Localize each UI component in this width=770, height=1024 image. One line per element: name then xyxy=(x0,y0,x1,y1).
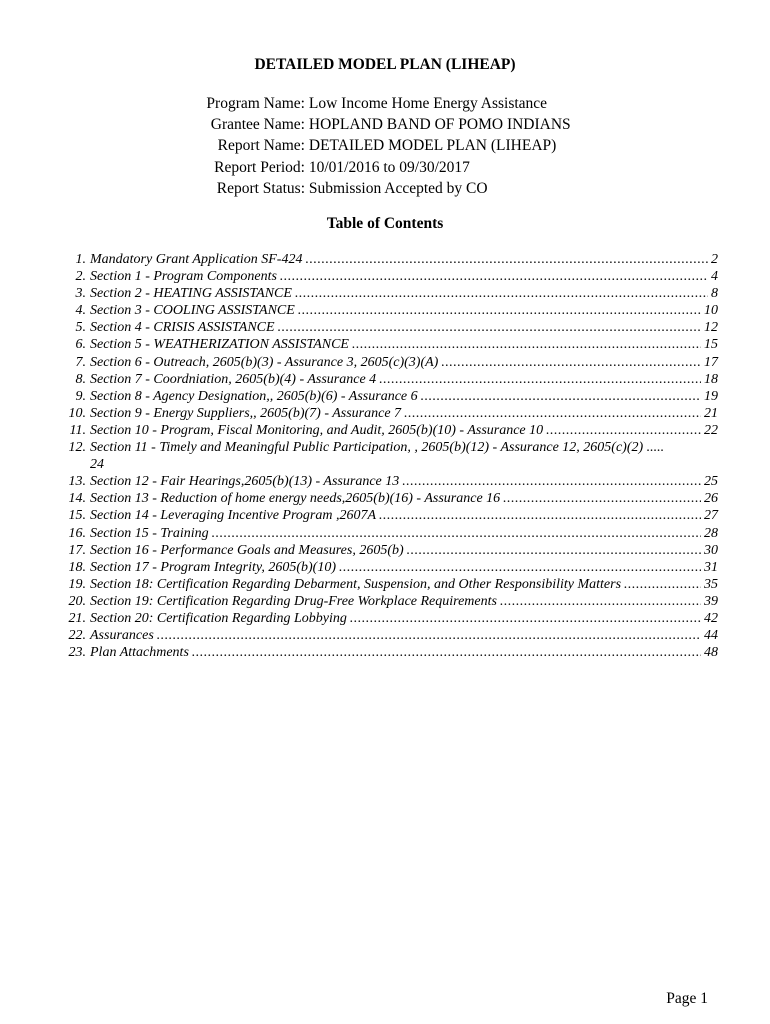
toc-entry[interactable] xyxy=(60,490,718,507)
toc-entry[interactable] xyxy=(60,610,718,627)
toc-entry-title: Section 6 - Outreach, 2605(b)(3) - Assurance 3, 2605(c)(3)(A) xyxy=(90,354,439,370)
toc-entry[interactable] xyxy=(60,576,718,593)
meta-value: Submission Accepted by CO xyxy=(308,179,488,197)
toc-dot-leader xyxy=(500,593,701,610)
toc-number: 15. xyxy=(68,508,86,524)
toc-number: 7. xyxy=(75,354,86,370)
toc-entry-title: Section 10 - Program, Fiscal Monitoring, and Audit, 2605(b)(10) - Assurance 10 xyxy=(90,422,544,438)
toc-entry-title: Section 14 - Leveraging Incentive Program ,2607A xyxy=(90,508,377,524)
toc-dot-leader xyxy=(379,371,701,388)
toc-entry-title: Section 7 - Coordniation, 2605(b)(4) - Assurance 4 xyxy=(90,371,377,387)
toc-number: 22. xyxy=(68,628,86,644)
toc-entry[interactable] xyxy=(60,388,718,405)
toc-number: 23. xyxy=(68,645,86,661)
toc-number: 4. xyxy=(75,303,86,319)
toc-dot-leader xyxy=(278,319,701,336)
toc-dot-leader xyxy=(624,576,701,593)
toc-entry-title: Section 5 - WEATHERIZATION ASSISTANCE xyxy=(90,337,349,353)
toc-page-number: 27 xyxy=(704,508,718,524)
toc-entry-title: Section 11 - Timely and Meaningful Public Participation, , 2605(b)(12) - Assurance 12, 2605(c)(2) ..... xyxy=(90,440,665,456)
toc-number: 20. xyxy=(68,593,86,609)
meta-label: Report Name: xyxy=(217,137,305,155)
toc-entry-title: Section 18: Certification Regarding Debarment, Suspension, and Other Responsibility Matters xyxy=(90,576,622,592)
toc-page-number: 18 xyxy=(704,371,718,387)
toc-entry[interactable] xyxy=(60,559,718,576)
toc-entry[interactable] xyxy=(60,593,718,610)
toc-number: 11. xyxy=(69,422,86,438)
toc-entry[interactable] xyxy=(60,525,718,542)
toc-entry-title: Section 17 - Program Integrity, 2605(b)(10) xyxy=(90,559,336,575)
toc-dot-leader xyxy=(402,473,701,490)
toc-entry-title: Section 2 - HEATING ASSISTANCE xyxy=(90,286,292,302)
meta-value: 10/01/2016 to 09/30/2017 xyxy=(308,158,470,176)
toc-page-number: 35 xyxy=(704,576,718,592)
toc-entry-title: Section 4 - CRISIS ASSISTANCE xyxy=(90,320,275,336)
toc-page-number: 25 xyxy=(704,474,718,490)
toc-entry[interactable] xyxy=(60,268,718,285)
toc-page-number: 26 xyxy=(704,491,718,507)
toc-page-number: 24 xyxy=(90,457,104,473)
toc-page-number: 22 xyxy=(704,422,718,438)
toc-page-number: 4 xyxy=(711,269,718,285)
toc-number: 16. xyxy=(68,525,86,541)
toc-page-number: 42 xyxy=(704,610,718,626)
toc-entry-title: Section 9 - Energy Suppliers,, 2605(b)(7) - Assurance 7 xyxy=(90,405,402,421)
toc-dot-leader xyxy=(280,268,708,285)
meta-report-name xyxy=(205,135,571,156)
toc-number: 8. xyxy=(75,371,86,387)
toc-entry-title: Section 19: Certification Regarding Drug-Free Workplace Requirements xyxy=(90,593,497,609)
toc-page-number: 39 xyxy=(704,593,718,609)
toc-number: 3. xyxy=(75,286,86,302)
toc-number: 9. xyxy=(75,388,86,404)
toc-number: 14. xyxy=(68,491,86,507)
toc-page-number: 15 xyxy=(704,337,718,353)
toc-dot-leader xyxy=(379,507,701,524)
toc-entry[interactable] xyxy=(60,251,718,268)
meta-report-period xyxy=(205,157,571,178)
meta-label: Grantee Name: xyxy=(210,116,305,134)
toc-number: 17. xyxy=(68,542,86,558)
toc-page-number: 19 xyxy=(704,388,718,404)
toc-entry[interactable] xyxy=(60,473,718,490)
toc-page-number: 30 xyxy=(704,542,718,558)
toc-page-number: 12 xyxy=(704,320,718,336)
toc-number: 2. xyxy=(75,269,86,285)
toc-dot-leader xyxy=(352,336,701,353)
toc-entry-title: Section 8 - Agency Designation,, 2605(b)(6) - Assurance 6 xyxy=(90,388,418,404)
toc-entry-title: Plan Attachments xyxy=(90,645,189,661)
toc-number: 19. xyxy=(68,576,86,592)
document-title: DETAILED MODEL PLAN (LIHEAP) xyxy=(254,56,516,73)
toc-entry-title: Section 12 - Fair Hearings,2605(b)(13) - Assurance 13 xyxy=(90,474,400,490)
toc-number: 13. xyxy=(68,474,86,490)
toc-entry-title: Section 20: Certification Regarding Lobbying xyxy=(90,610,347,626)
toc-entry-title: Assurances xyxy=(90,628,154,644)
meta-value: HOPLAND BAND OF POMO INDIANS xyxy=(308,116,571,134)
toc-number: 12. xyxy=(68,440,86,456)
toc-entry-title: Section 1 - Program Components xyxy=(90,269,277,285)
toc-entry-title: Section 13 - Reduction of home energy needs,2605(b)(16) - Assurance 16 xyxy=(90,491,501,507)
toc-dot-leader xyxy=(407,542,701,559)
report-metadata xyxy=(205,93,571,199)
toc-entry-title: Section 15 - Training xyxy=(90,525,209,541)
toc-entry[interactable] xyxy=(60,422,718,439)
toc-dot-leader xyxy=(295,285,708,302)
toc-dot-leader xyxy=(305,251,708,268)
toc-dot-leader xyxy=(157,627,701,644)
toc-entry[interactable] xyxy=(60,336,718,353)
toc-page-number: 31 xyxy=(704,559,718,575)
toc-entry[interactable] xyxy=(60,627,718,644)
meta-label: Report Period: xyxy=(214,158,305,176)
toc-page-number: 48 xyxy=(704,645,718,661)
toc-number: 1. xyxy=(75,252,86,267)
toc-dot-leader xyxy=(441,354,701,371)
toc-entry-title: Section 3 - COOLING ASSISTANCE xyxy=(90,303,295,319)
toc-entry[interactable] xyxy=(60,319,718,336)
meta-report-status xyxy=(205,178,571,199)
meta-program-name xyxy=(205,93,571,114)
toc-dot-leader xyxy=(503,490,701,507)
toc-entry[interactable] xyxy=(60,507,718,524)
toc-number: 21. xyxy=(68,610,86,626)
meta-value: Low Income Home Energy Assistance xyxy=(308,95,548,112)
toc-entry[interactable] xyxy=(60,285,718,302)
toc-title: Table of Contents xyxy=(326,215,444,232)
toc-entry[interactable] xyxy=(60,439,718,473)
toc-number: 5. xyxy=(75,320,86,336)
toc-dot-leader xyxy=(339,559,701,576)
toc-dot-leader xyxy=(212,525,701,542)
toc-entry[interactable] xyxy=(60,371,718,388)
toc-number: 10. xyxy=(68,405,86,421)
toc-page-number: 10 xyxy=(704,303,718,319)
meta-label: Program Name: xyxy=(206,95,305,112)
toc-entry[interactable] xyxy=(60,542,718,559)
meta-value: DETAILED MODEL PLAN (LIHEAP) xyxy=(308,137,557,155)
toc-entry[interactable] xyxy=(60,405,718,422)
toc-entry[interactable] xyxy=(60,644,718,661)
toc-entry[interactable] xyxy=(60,302,718,319)
toc-page-number: 44 xyxy=(704,628,718,644)
toc-entry[interactable] xyxy=(60,354,718,371)
toc-dot-leader xyxy=(404,405,701,422)
meta-label: Report Status: xyxy=(216,179,305,197)
toc-dot-leader xyxy=(546,422,701,439)
toc-dot-leader xyxy=(350,610,701,627)
toc-dot-leader xyxy=(298,302,701,319)
toc-page-number: 21 xyxy=(704,405,718,421)
toc-number: 18. xyxy=(68,559,86,575)
toc-page-number: 17 xyxy=(704,354,718,370)
table-of-contents xyxy=(60,251,718,661)
toc-page-number: 8 xyxy=(711,286,718,302)
toc-number: 6. xyxy=(75,337,86,353)
toc-entry-title: Section 16 - Performance Goals and Measures, 2605(b) xyxy=(90,542,404,558)
toc-page-number: 2 xyxy=(711,252,718,267)
toc-dot-leader xyxy=(421,388,701,405)
toc-entry-title: Mandatory Grant Application SF-424 xyxy=(90,252,303,267)
toc-dot-leader xyxy=(192,644,701,661)
meta-grantee-name xyxy=(205,114,571,135)
page-number-footer: Page 1 xyxy=(666,990,708,1007)
toc-page-number: 28 xyxy=(704,525,718,541)
